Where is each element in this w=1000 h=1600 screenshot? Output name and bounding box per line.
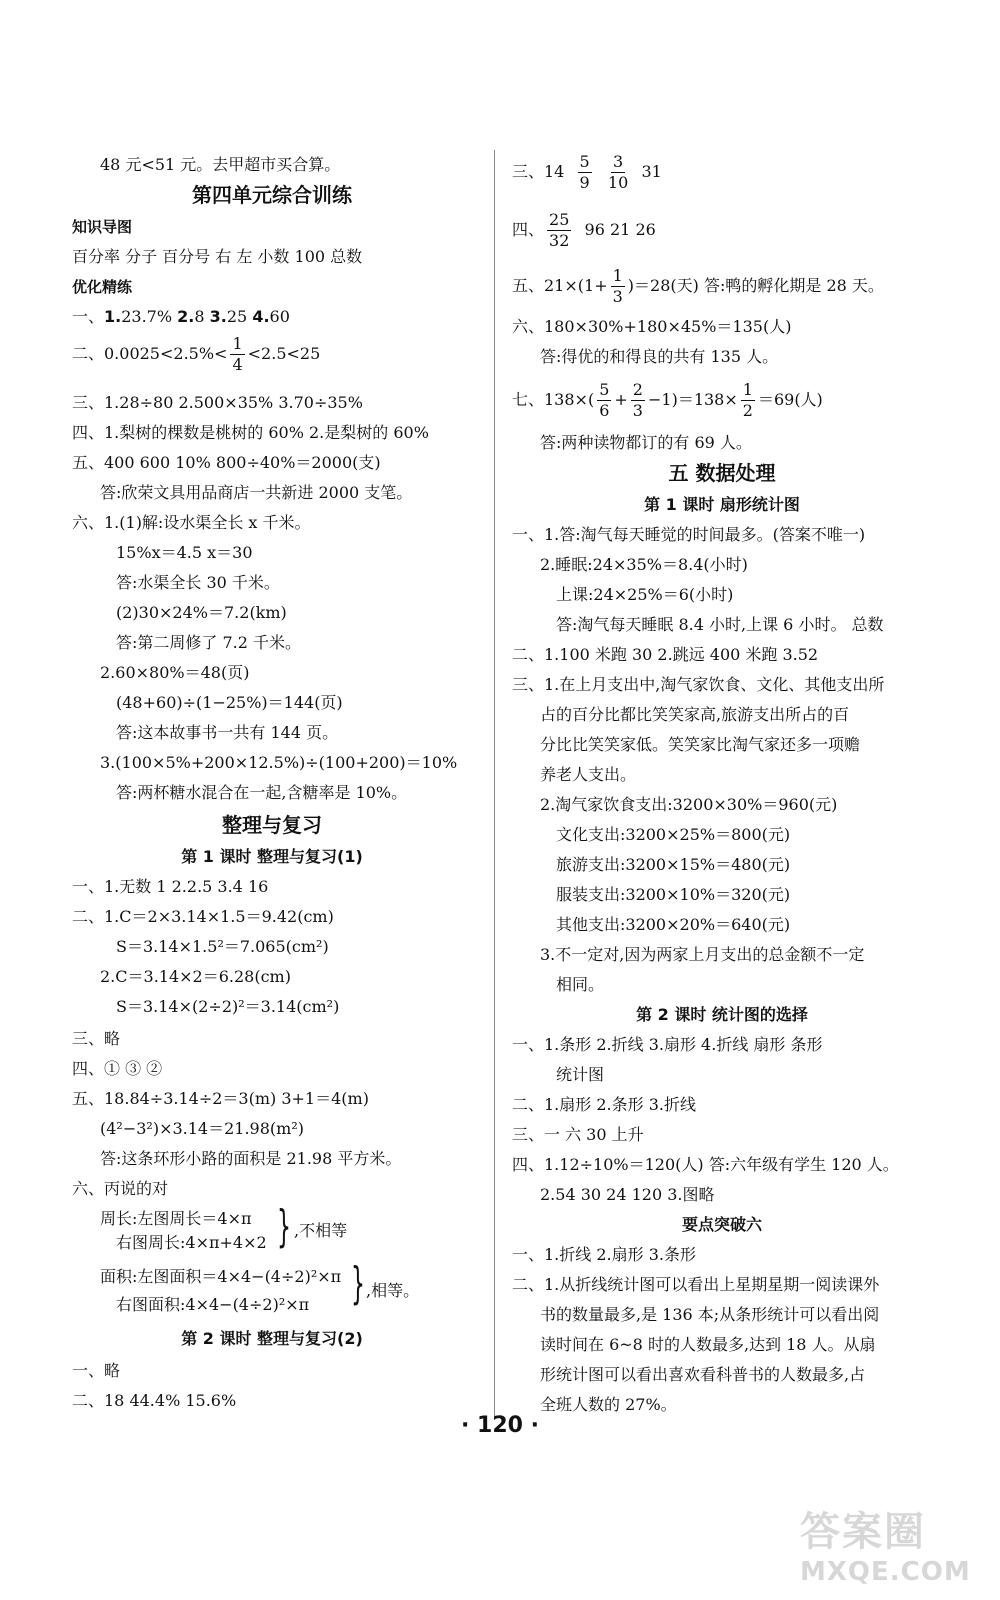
answer-line-a7 (512, 378, 823, 422)
q2-post: <2.5<25 (247, 344, 321, 363)
review-line-5-2: (4²−3²)×3.14＝21.98(m²) (100, 1119, 304, 1138)
answer-line-q5-answer: 答:欣荣文具用品商店一共新进 2000 支笔。 (100, 483, 413, 502)
fraction-denominator: 32 (549, 231, 570, 250)
pie-line-1: 一、1.答:淘气每天睡觉的时间最多。(答案不唯一) (512, 525, 866, 544)
watermark (800, 1500, 980, 1587)
fraction (611, 266, 625, 307)
choose-line-2: 统计图 (556, 1065, 605, 1084)
pie-line-16: 相同。 (556, 975, 605, 994)
review-line-6-6: 右图面积:4×4−(4÷2)²×π (116, 1295, 310, 1314)
fraction (631, 380, 645, 421)
answer-line-q6-2: 15%x＝4.5 x＝30 (116, 543, 253, 562)
q1-label-1: 1. (104, 307, 122, 326)
key-line-3: 书的数量最多,是 136 本;从条形统计可以看出阅 (540, 1305, 880, 1324)
answer-line-q6-8: 答:这本故事书一共有 144 页。 (116, 723, 339, 742)
answer-line-q2 (72, 334, 320, 375)
brace-icon: } (277, 1201, 291, 1252)
answer-line-a3 (512, 150, 662, 194)
unit4-title: 第四单元综合训练 (192, 183, 352, 207)
brace-icon: } (351, 1258, 365, 1309)
answer-line-q6-5: 答:第二周修了 7.2 千米。 (116, 633, 302, 652)
a7-mid: −1)＝138× (647, 390, 738, 409)
pie-line-5: 二、1.100 米跑 30 2.跳远 400 米跑 3.52 (512, 645, 819, 664)
pie-line-6: 三、1.在上月支出中,淘气家饮食、文化、其他支出所 (512, 675, 885, 694)
a5-post: )＝28(天) 答:鸭的孵化期是 28 天。 (627, 276, 884, 295)
fraction-numerator: 5 (599, 380, 610, 399)
key-line-5: 形统计图可以看出喜欢看科普书的人数最多,占 (540, 1365, 866, 1384)
pie-line-2: 2.睡眠:24×35%＝8.4(小时) (540, 555, 748, 574)
answer-line-q6-6: 2.60×80%＝48(页) (100, 663, 250, 682)
answer-line-a6-1: 六、180×30%+180×45%＝135(人) (512, 317, 792, 336)
pie-line-15: 3.不一定对,因为两家上月支出的总金额不一定 (540, 945, 865, 964)
review-line-3: 三、略 (72, 1029, 121, 1048)
q1-value-2: 8 (194, 307, 210, 326)
fraction-denominator: 3 (612, 287, 623, 306)
answer-line-q6-7: (48+60)÷(1−25%)＝144(页) (116, 693, 343, 712)
a7-pre: 七、138×( (512, 390, 595, 409)
review-line-2-1: 二、1.C＝2×3.14×1.5＝9.42(cm) (72, 907, 334, 926)
fraction (547, 210, 571, 251)
fraction (597, 380, 611, 421)
fraction-numerator: 1 (742, 380, 753, 399)
pie-lesson-title: 第 1 课时 扇形统计图 (644, 495, 800, 514)
page-number: · 120 · (461, 1413, 539, 1438)
fraction-numerator: 5 (579, 152, 590, 171)
choose-lesson-title: 第 2 课时 统计图的选择 (636, 1005, 808, 1024)
key-line-6: 全班人数的 27%。 (540, 1395, 677, 1414)
answer-line-a4 (512, 208, 656, 252)
fraction-denominator: 4 (232, 355, 243, 374)
a4-pre: 四、 (512, 220, 545, 239)
review-line-2-2: S＝3.14×1.5²＝7.065(cm²) (116, 937, 329, 956)
pie-line-4: 答:淘气每天睡眠 8.4 小时,上课 6 小时。 总数 (556, 615, 884, 634)
q1-label-3: 3. (209, 307, 227, 326)
knowledge-line: 百分率 分子 百分号 右 左 小数 100 总数 (72, 247, 363, 266)
a4-post: 96 21 26 (584, 220, 656, 239)
fraction (608, 152, 628, 193)
pie-line-7: 占的百分比都比笑笑家高,旅游支出所占的百 (540, 705, 850, 724)
answer-line-q6-3: 答:水渠全长 30 千米。 (116, 573, 280, 592)
q1-prefix: 一、 (72, 307, 105, 326)
fraction-numerator: 1 (232, 334, 243, 353)
pie-line-3: 上课:24×25%＝6(小时) (556, 585, 734, 604)
answer-line-a5 (512, 264, 884, 308)
answer-line-q4: 四、1.梨树的棵数是桃树的 60% 2.是梨树的 60% (72, 423, 429, 442)
key-line-2: 二、1.从折线统计图可以看出上星期星期一阅读课外 (512, 1275, 880, 1294)
answer-line-q5: 五、400 600 10% 800÷40%＝2000(支) (72, 453, 381, 472)
review-title: 整理与复习 (222, 813, 322, 837)
q2-pre: 二、0.0025<2.5%< (72, 344, 228, 363)
pie-line-12: 旅游支出:3200×15%＝480(元) (556, 855, 791, 874)
review2-line-1: 一、略 (72, 1361, 121, 1380)
fraction-denominator: 10 (607, 173, 629, 192)
pie-line-13: 服装支出:3200×10%＝320(元) (556, 885, 791, 904)
pie-line-14: 其他支出:3200×20%＝640(元) (556, 915, 791, 934)
fraction-denominator: 6 (599, 401, 610, 420)
watermark-cn: 答案圈 (800, 1509, 926, 1555)
fraction (741, 380, 755, 421)
a7-post: ＝69(人) (757, 390, 823, 409)
review-lesson-2-title: 第 2 课时 整理与复习(2) (181, 1329, 363, 1348)
fraction (230, 334, 244, 375)
fraction-numerator: 1 (612, 266, 623, 285)
review-line-6-2: 周长:左图周长＝4×π (100, 1209, 252, 1228)
answer-line-q6-9: 3.(100×5%+200×12.5%)÷(100+200)＝10% (100, 753, 458, 772)
a3-post: 31 (641, 162, 662, 181)
q1-value-1: 23.7% (121, 307, 178, 326)
q1-value-4: 60 (269, 307, 290, 326)
watermark-en: MXQE.COM (800, 1557, 971, 1587)
review-line-6-7: ,相等。 (366, 1281, 420, 1300)
q1-label-2: 2. (177, 307, 195, 326)
choose-line-4: 三、一 六 30 上升 (512, 1125, 644, 1144)
answer-line-q3: 三、1.28÷80 2.500×35% 3.70÷35% (72, 393, 363, 412)
choose-line-3: 二、1.扇形 2.条形 3.折线 (512, 1095, 696, 1114)
review-line-6-5: 面积:左图面积＝4×4−(4÷2)²×π (100, 1267, 342, 1286)
intro-line: 48 元<51 元。去甲超市买合算。 (100, 155, 341, 174)
choose-line-1: 一、1.条形 2.折线 3.扇形 4.折线 扇形 条形 (512, 1035, 823, 1054)
column-divider (494, 150, 495, 1420)
pie-line-10: 2.淘气家饮食支出:3200×30%＝960(元) (540, 795, 838, 814)
review-line-4: 四、① ③ ② (72, 1059, 163, 1078)
key-line-1: 一、1.折线 2.扇形 3.条形 (512, 1245, 696, 1264)
a3-pre: 三、14 (512, 162, 565, 181)
answer-line-a6-2: 答:得优的和得良的共有 135 人。 (540, 347, 779, 366)
pie-line-11: 文化支出:3200×25%＝800(元) (556, 825, 791, 844)
answer-line-a7-answer: 答:两种读物都订的有 69 人。 (540, 433, 752, 452)
review-line-6-3: 右图周长:4×π+4×2 (116, 1233, 267, 1252)
review-line-1: 一、1.无数 1 2.2.5 3.4 16 (72, 877, 269, 896)
answer-line-q6-4: (2)30×24%＝7.2(km) (116, 603, 287, 622)
fraction-numerator: 2 (632, 380, 643, 399)
review2-line-2: 二、18 44.4% 15.6% (72, 1391, 237, 1410)
review-line-5-1: 五、18.84÷3.14÷2＝3(m) 3+1＝4(m) (72, 1089, 369, 1108)
a7-plus: + (614, 390, 628, 409)
review-lesson-1-title: 第 1 课时 整理与复习(1) (181, 847, 363, 866)
fraction-denominator: 9 (579, 173, 590, 192)
q1-label-4: 4. (252, 307, 270, 326)
review-line-2-4: S＝3.14×(2÷2)²＝3.14(cm²) (116, 997, 340, 1016)
pie-line-9: 养老人支出。 (540, 765, 637, 784)
practice-label: 优化精练 (72, 278, 133, 296)
review-line-5-3: 答:这条环形小路的面积是 21.98 平方米。 (100, 1149, 402, 1168)
q1-value-3: 25 (226, 307, 253, 326)
review-line-6-4: ,不相等 (294, 1221, 348, 1240)
fraction (578, 152, 592, 193)
fraction-denominator: 3 (632, 401, 643, 420)
knowledge-label: 知识导图 (72, 218, 133, 236)
a5-pre: 五、21×(1+ (512, 276, 608, 295)
review-line-6-1: 六、丙说的对 (72, 1179, 169, 1198)
fraction-numerator: 3 (612, 152, 624, 171)
choose-line-5: 四、1.12÷10%＝120(人) 答:六年级有学生 120 人。 (512, 1155, 899, 1174)
key-points-title: 要点突破六 (681, 1215, 762, 1234)
unit5-title: 五 数据处理 (668, 461, 776, 485)
review-line-2-3: 2.C＝3.14×2＝6.28(cm) (100, 967, 291, 986)
key-line-4: 读时间在 6~8 时的人数最多,达到 18 人。从扇 (540, 1335, 876, 1354)
answer-line-q1 (72, 306, 290, 328)
answer-line-q6-1: 六、1.(1)解:设水渠全长 x 千米。 (72, 513, 311, 532)
pie-line-8: 分比比笑笑家低。笑笑家比淘气家还多一项赡 (540, 735, 861, 754)
answer-line-q6-10: 答:两杯糖水混合在一起,含糖率是 10%。 (116, 783, 408, 802)
fraction-numerator: 25 (549, 210, 570, 229)
choose-line-6: 2.54 30 24 120 3.图略 (540, 1185, 715, 1204)
fraction-denominator: 2 (742, 401, 753, 420)
